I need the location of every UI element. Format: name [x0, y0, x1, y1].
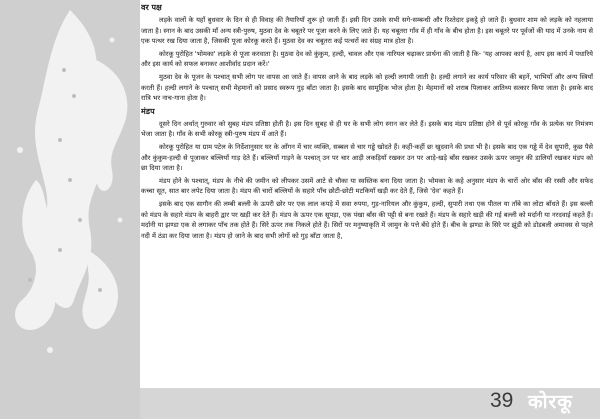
paragraph: दूसरे दिन अर्थात् गुरुवार को सुबह मंडप प्रतिष्ठा होती है। इस दिन सुबह से ही घर के सभी लोग स्नान कर लेते हैं। इसके बाद मंडप प्रतिष्ठा होने से पूर्व कोरकू गाँव के प्रत्येक घर निमंत्रण भेजा जाता है। गाँव के सभी कोरकू स्त्री-पुरुष मंडप में आते हैं।	[141, 119, 593, 139]
section-heading-mandap: मंडप	[141, 106, 155, 116]
paragraph: कोरकू पुरोहित या ग्राम पटेल के निर्देशानुसार घर के आँगन में चार व्यक्ति, सब्बल से चार गड्ढे खोदते हैं। कहीं-कहीं छः खुदवाने की प्रथा भी है। इसके बाद एक गड्ढे में देव सुपारी, कुछ पैसे और कुंकुम-हल्दी से पूजाकर बल्लियाँ गाड़ देते हैं। बल्लियाँ गाड़ने के पश्चात् उन पर चार आड़ी लकड़ियाँ रखकर उन पर आड़े-खड़े बाँस रखकर उसके ऊपर जामुन की डालियाँ रखकर मंडप को छा दिया जाता है।	[141, 142, 593, 173]
footer-title: कोरकू	[528, 391, 573, 413]
paragraph: लड़के वालों के यहाँ बुधवार के दिन से ही विवाह की तैयारियाँ शुरू हो जाती हैं। इसी दिन उसके सभी सगे-सम्बन्धी और रिश्तेदार इकट्ठे हो जाते हैं। बुधवार शाम को लड़के को नहलाया जाता है। स्नान के बाद उसकी माँ अन्य स्त्री-पुरुष, मुठवा देव के चबूतरे पर पूजा करने के लिए जाते हैं। यह चबूतरा गाँव में ही गाँव के बीच होता है। इस चबूतरे पर पूर्वजों की याद में उनके नाम से एक पत्थर रख दिया जाता है, जिसकी पूजा कोरकू करते हैं। मुठवा देव का चबूतरा कई पत्थरों का संग्रह मात्र होता है।	[141, 16, 593, 46]
main-text-content	[141, 2, 593, 387]
paragraph: इसके बाद एक सागौन की लम्बी बल्ली के ऊपरी छोर पर एक लाल कपड़े में सवा रुपया, गुड़-नारियल और कुंकुम, हल्दी, सुपारी तथा एक पीतल या ताँबे का लोटा बाँधते हैं। इस बल्ली को मंडप के सहारे मंडप के बाहरी द्वार पर खड़ी कर देते हैं। मंडप के ऊपर एक सूपड़ा, एक पंखा बाँस की पट्टी से बना रखते हैं। मंडप के सहारे खड़ी की गई बल्ली को मर्दानी या नरदवाई कहते हैं। मर्दानी या झण्डा एक से लगाकर पाँच तक होते हैं। सिरे ऊपर तक निकले होते हैं। सिरों पर मनुष्याकृति में जामुन के पत्ते बँधे होते हैं। बीच के झण्डा के सिरे पर झूंडी को डोडबली अमावस से पहले नदी में ठंडा कर दिया जाता है। मंडप हो जाने के बाद सभी लोगों को गुड़ बाँटा जाता है,	[141, 199, 593, 240]
paragraph: मुठवा देव के पूजन के पश्चात् सभी लोग पर वापस आ जाते हैं। वापस आने के बाद लड़के को हल्दी लगायी जाती है। हल्दी लगाने का कार्य परिवार की बहनें, भाभियाँ और अन्य स्त्रियाँ करती हैं। हल्दी लगाने के पश्चात् सभी मेहमानों को प्रसाद स्वरूप गुड़ बाँटा जाता है। इसके बाद सामूहिक भोज होता है। मेहमानों को शराब पिलाकर आतिथ्य सत्कार किया जाता है। इसके बाद रात्रि भर नाच-गाना होता है।	[141, 72, 593, 103]
tribal-artwork-image	[0, 0, 140, 419]
section-heading-var-paksh: वर पक्ष	[141, 3, 162, 12]
decorative-margin	[0, 0, 140, 419]
paragraph: कोरकू पुरोहित 'भोमका' लड़के से पूजा करवाता है। मुठवा देव को कुंकुम, हल्दी, चावल और एक नारियल चढ़ाकर प्रार्थना की जाती है कि- 'यह आपका कार्य है, आप इस कार्य में पधारिये और इस कार्य को सफल बनाकर आशीर्वाद प्रदान करें।'	[141, 49, 593, 69]
page-number: 39	[490, 389, 514, 412]
paragraph: मंडप होने के पश्चात्, मंडप के नीचे की जमीन को लीपकर उसमें आटे से चौका या स्वस्तिक बना दिया जाता है। भोमका के कहे अनुसार मंडप के चारों ओर बाँस की रस्सी और सफेद कच्चा सूत, सात बार लपेट दिया जाता है। मंडप की चारों बल्लियों के सहारे पाँच छोटी-छोटी मटकियाँ खड़ी कर देते हैं, जिसे 'देव' कहते हैं।	[141, 176, 593, 196]
